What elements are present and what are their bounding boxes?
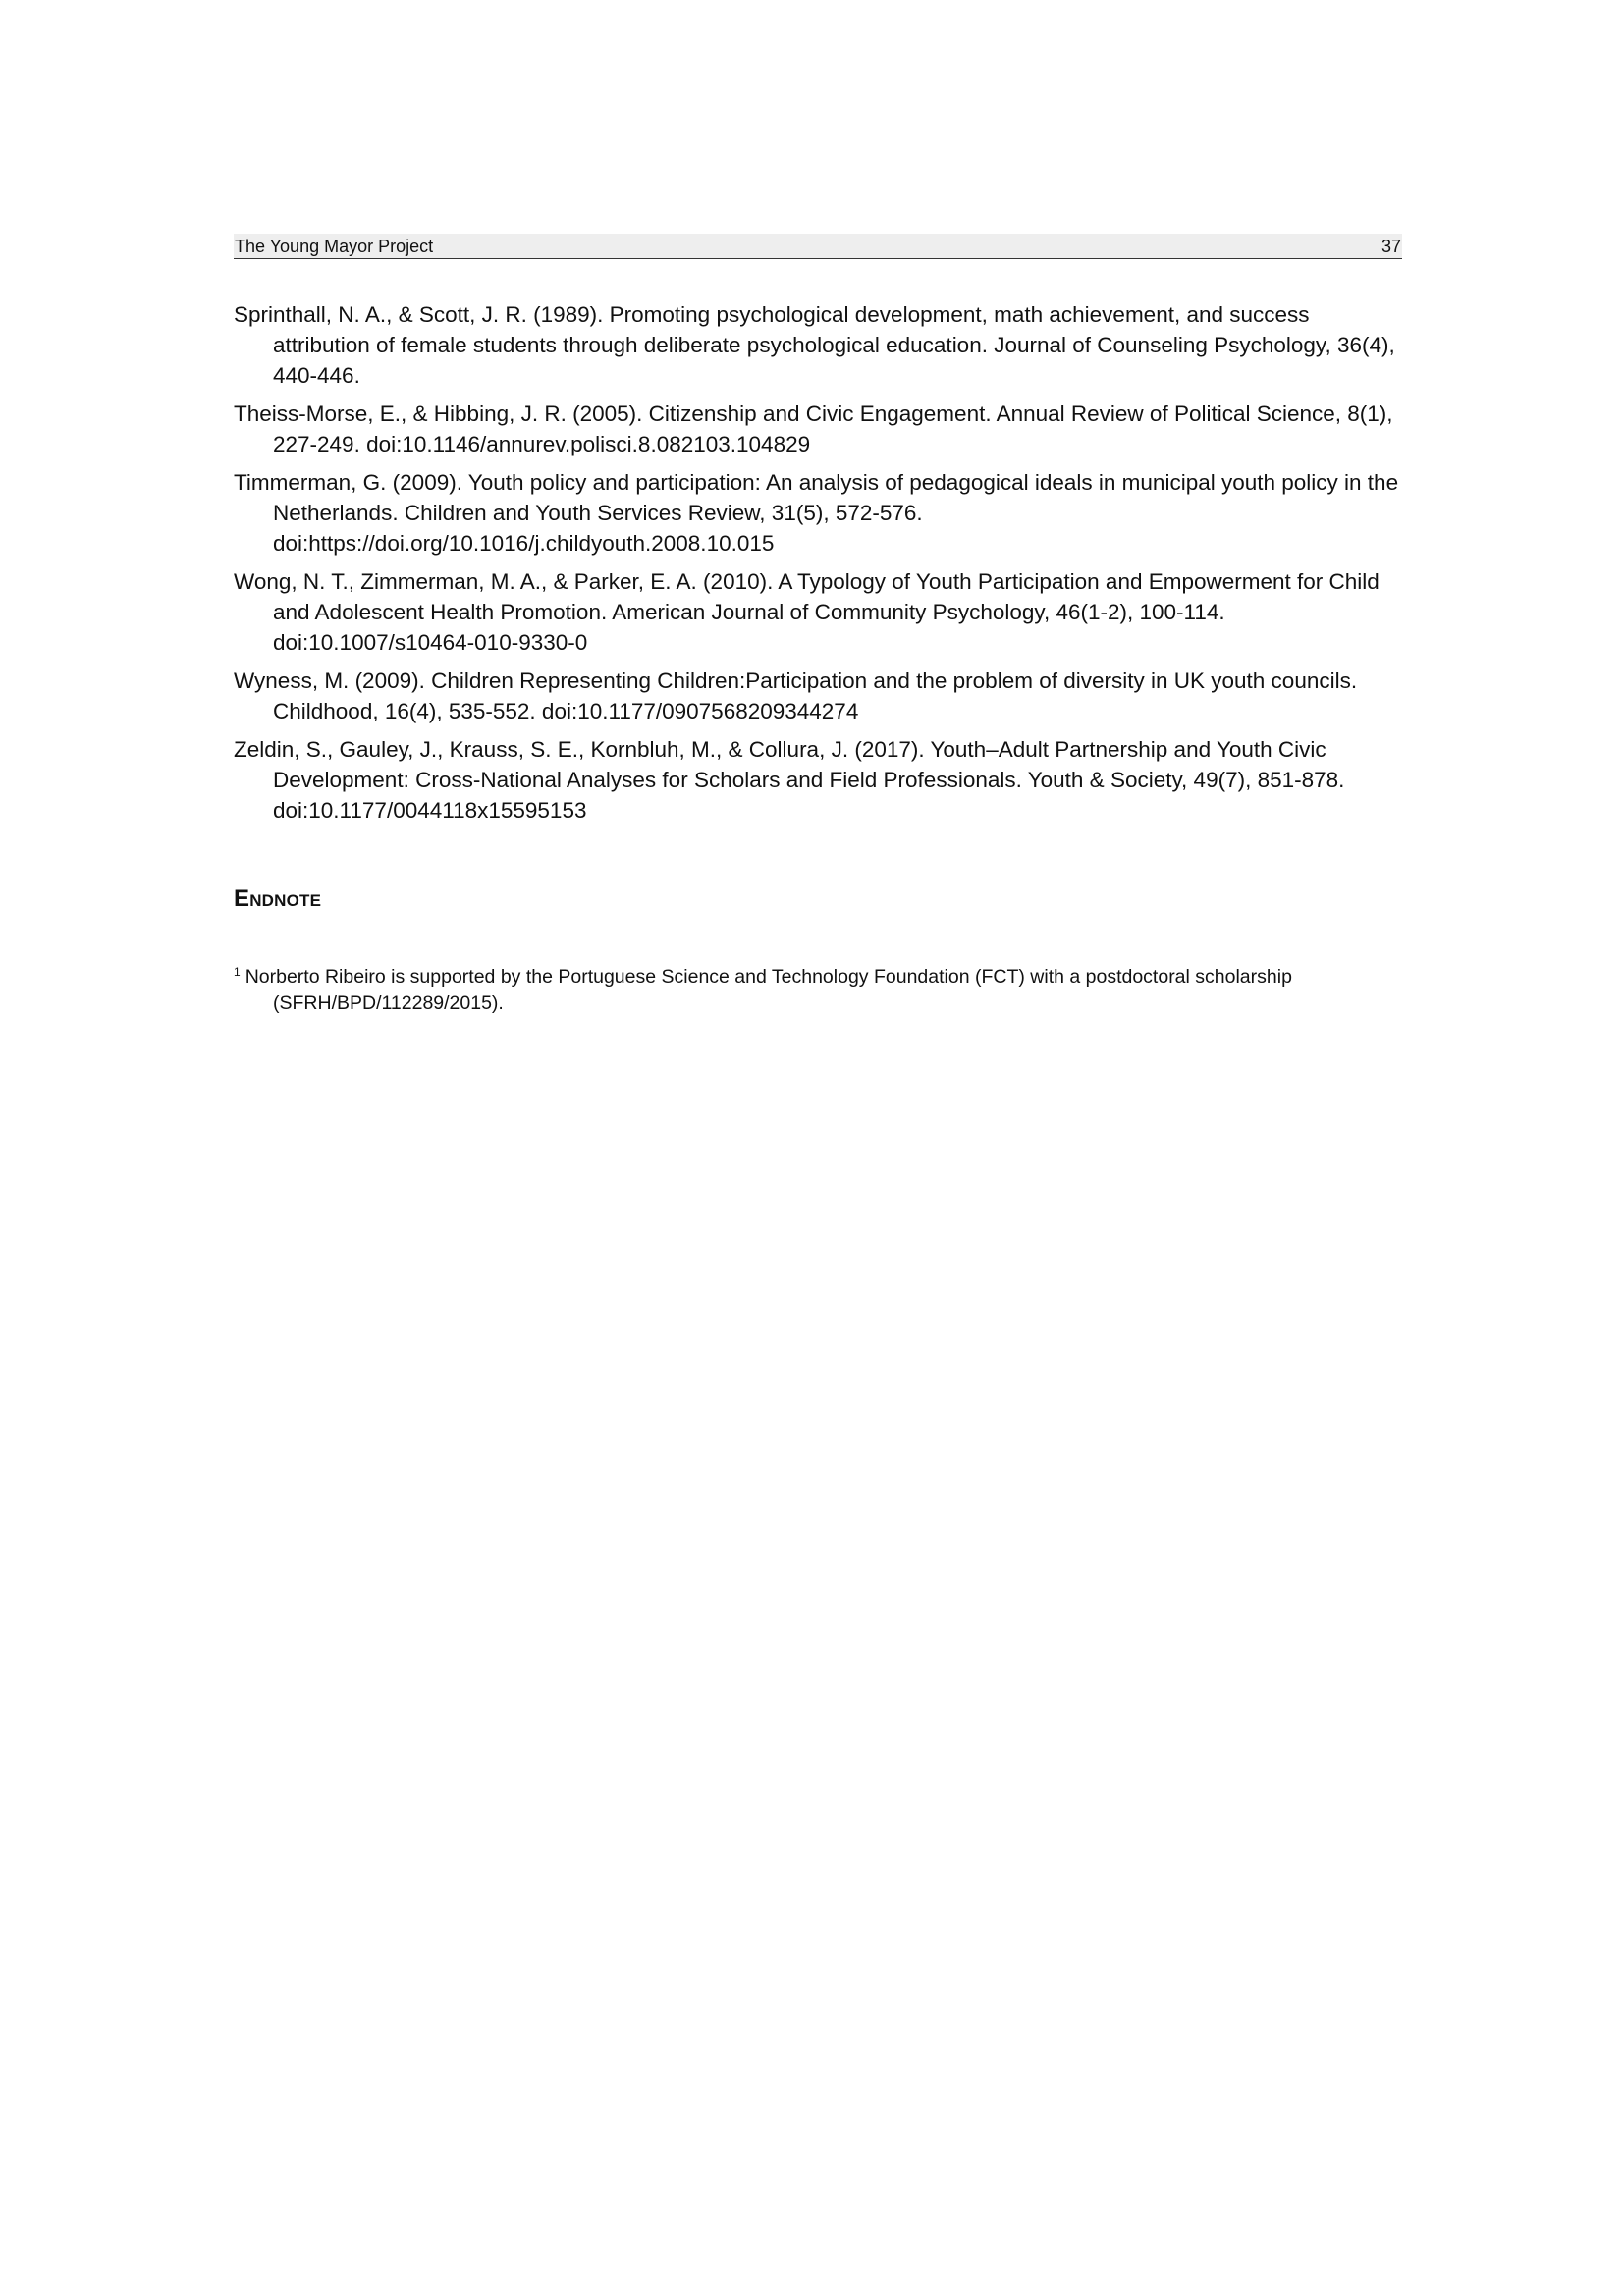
reference-item: Wyness, M. (2009). Children Representing Children:Participation and the problem of diversity in UK youth councils. Childhood, 16(4), 535-552. doi:10.1177/0907568209344274 xyxy=(234,668,1358,723)
reference-item: Timmerman, G. (2009). Youth policy and participation: An analysis of pedagogical ideals in municipal youth policy in the Netherlands. Children and Youth Services Review, 31(5), 572-576. doi:https://doi.org/10.1016/j.childyouth.2008.10.015 xyxy=(234,470,1399,556)
running-header-title: The Young Mayor Project xyxy=(235,236,434,256)
running-header xyxy=(234,234,1402,259)
reference-item: Theiss-Morse, E., & Hibbing, J. R. (2005). Citizenship and Civic Engagement. Annual Review of Political Science, 8(1), 227-249. doi:10.1146/annurev.polisci.8.082103.104829 xyxy=(234,401,1393,456)
page-number: 37 xyxy=(1380,236,1401,256)
reference-item: Sprinthall, N. A., & Scott, J. R. (1989). Promoting psychological development, math achievement, and success attribution of female students through deliberate psychological education. Journal of Counseling Psychology, 36(4), 440-446. xyxy=(234,302,1395,388)
reference-item: Zeldin, S., Gauley, J., Krauss, S. E., Kornbluh, M., & Collura, J. (2017). Youth–Adult Partnership and Youth Civic Development: Cross-National Analyses for Scholars and Field Professionals. Youth & Society, 49(7), 851-878. doi:10.1177/0044118x15595153 xyxy=(234,737,1345,823)
endnote-marker: 1 xyxy=(234,964,241,979)
endnote-text: Norberto Ribeiro is supported by the Portuguese Science and Technology Foundation (FCT) with a postdoctoral scholarship (SFRH/BPD/112289/2015). xyxy=(244,965,1292,1014)
endnote-heading: Endnote xyxy=(234,885,322,912)
endnote-item xyxy=(234,964,1402,1017)
reference-list xyxy=(234,299,1402,833)
reference-item: Wong, N. T., Zimmerman, M. A., & Parker, E. A. (2010). A Typology of Youth Participation and Empowerment for Child and Adolescent Health Promotion. American Journal of Community Psychology, 46(1-2), 100-114. doi:10.1007/s10464-010-9330-0 xyxy=(234,569,1380,655)
